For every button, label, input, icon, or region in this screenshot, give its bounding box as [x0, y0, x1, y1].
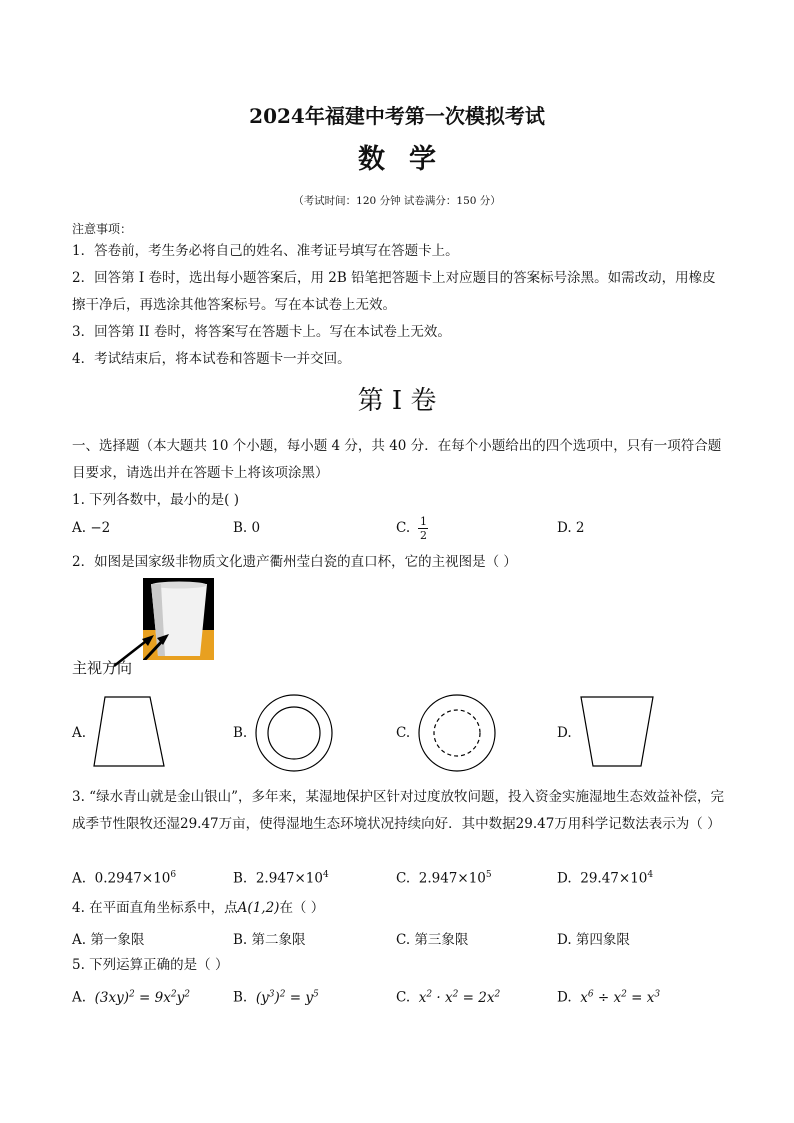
q3-option-a	[72, 870, 176, 887]
q5-option-d	[557, 989, 660, 1006]
q3-option-c-label: C.	[396, 870, 411, 887]
q5-option-d-expr: $x^6 \div x^2 = x^3$	[580, 989, 661, 1006]
q2-option-b-label: B.	[233, 725, 248, 741]
q2-option-d-label: D.	[557, 725, 572, 741]
q1-option-c	[396, 516, 428, 541]
q3-option-c-base: 2.947×10	[418, 870, 486, 887]
q3-option-c-exp: 5	[485, 870, 492, 880]
section-heading: 一、选择题（本大题共 10 个小题，每小题 4 分，共 40 分．在每个小题给出的四个选项中，只有一项符合题目要求，请选出并在答题卡上将该项涂黑）	[72, 438, 722, 481]
q2-option-a-label: A.	[72, 725, 87, 741]
q4-option-c: C. 第三象限	[396, 932, 469, 948]
q4-stem-pre: 4. 在平面直角坐标系中，点	[72, 900, 238, 916]
question-5-stem: 5. 下列运算正确的是（ ）	[72, 957, 229, 973]
q4-option-d: D. 第四象限	[557, 932, 630, 948]
q3-option-c	[396, 870, 492, 887]
q3-option-b-label: B.	[233, 870, 248, 887]
q2-option-c-label: C.	[396, 725, 411, 741]
part-title: 第 I 卷	[357, 386, 437, 416]
fraction-one-half	[418, 516, 428, 541]
q3-option-d-label: D.	[557, 870, 572, 887]
q2-option-a-figure	[90, 694, 168, 770]
q5-option-a-label: A.	[72, 989, 87, 1006]
q3-option-d	[557, 870, 653, 887]
note-item: 3．回答第 II 卷时，将答案写在答题卡上。写在本试卷上无效。	[72, 324, 451, 340]
q5-option-c-expr: $x^2 \cdot x^2 = 2x^2$	[418, 989, 501, 1006]
subject-title: 数学	[358, 144, 460, 175]
q2-option-c-figure	[417, 693, 497, 773]
q5-option-b	[233, 989, 319, 1006]
q5-option-c	[396, 989, 500, 1006]
q3-option-a-exp: 6	[170, 870, 177, 880]
q2-option-b-figure	[254, 693, 334, 773]
q5-option-a-expr: $(3xy)^2 = 9x^2y^2$	[94, 989, 190, 1006]
q1-option-a: A. −2	[72, 520, 111, 536]
exam-title: 2024年福建中考第一次模拟考试	[249, 104, 545, 128]
q5-option-b-label: B.	[233, 989, 248, 1006]
q3-option-a-label: A.	[72, 870, 87, 887]
q3-option-a-base: 0.2947×10	[94, 870, 171, 887]
q2-option-d-figure	[577, 694, 657, 770]
q5-option-d-label: D.	[557, 989, 572, 1006]
note-item: 1．答卷前，考生务必将自己的姓名、准考证号填写在答题卡上。	[72, 243, 459, 259]
q3-option-b-base: 2.947×10	[255, 870, 323, 887]
q4-stem-post: 在（ ）	[279, 900, 325, 916]
question-3-stem: 3. “绿水青山就是金山银山”，多年来，某湿地保护区针对过度放牧问题，投入资金实施湿地生态效益补偿，完成季节性限牧还湿29.47万亩，使得湿地生态环境状况持续向好．其中数据29.47万用科学记数法表示为（ ）	[72, 789, 724, 832]
q3-option-d-base: 29.47×10	[580, 870, 648, 887]
q1-option-d: D. 2	[557, 520, 585, 536]
q1-option-b: B. 0	[233, 520, 261, 536]
q5-option-a	[72, 989, 190, 1006]
q4-option-a: A. 第一象限	[72, 932, 145, 948]
note-item: 2．回答第 I 卷时，选出每小题答案后，用 2B 铅笔把答题卡上对应题目的答案标号涂黑。如需改动，用橡皮擦干净后，再选涂其他答案标号。写在本试卷上无效。	[72, 270, 716, 313]
q1-option-c-label: C.	[396, 520, 411, 536]
question-2-stem: 2．如图是国家级非物质文化遗产衢州莹白瓷的直口杯，它的主视图是（ ）	[72, 554, 517, 570]
q4-point: A(1,2)	[237, 900, 280, 916]
q3-option-d-exp: 4	[647, 870, 654, 880]
q5-option-c-label: C.	[396, 989, 411, 1006]
fraction-numerator: 1	[419, 515, 427, 528]
view-direction-label: 主视方向	[72, 659, 133, 677]
q3-option-b	[233, 870, 329, 887]
fraction-denominator: 2	[419, 529, 427, 542]
q5-option-b-expr: $(y^3)^2 = y^5$	[255, 989, 319, 1006]
notes-heading: 注意事项：	[72, 222, 133, 236]
question-1-stem: 1. 下列各数中，最小的是( )	[72, 492, 239, 508]
q3-option-b-exp: 4	[322, 870, 329, 880]
q4-option-b: B. 第二象限	[233, 932, 306, 948]
note-item: 4．考试结束后，将本试卷和答题卡一并交回。	[72, 351, 351, 367]
time-info: （考试时间：120 分钟 试卷满分：150 分）	[293, 195, 501, 207]
question-4-stem	[72, 895, 732, 922]
